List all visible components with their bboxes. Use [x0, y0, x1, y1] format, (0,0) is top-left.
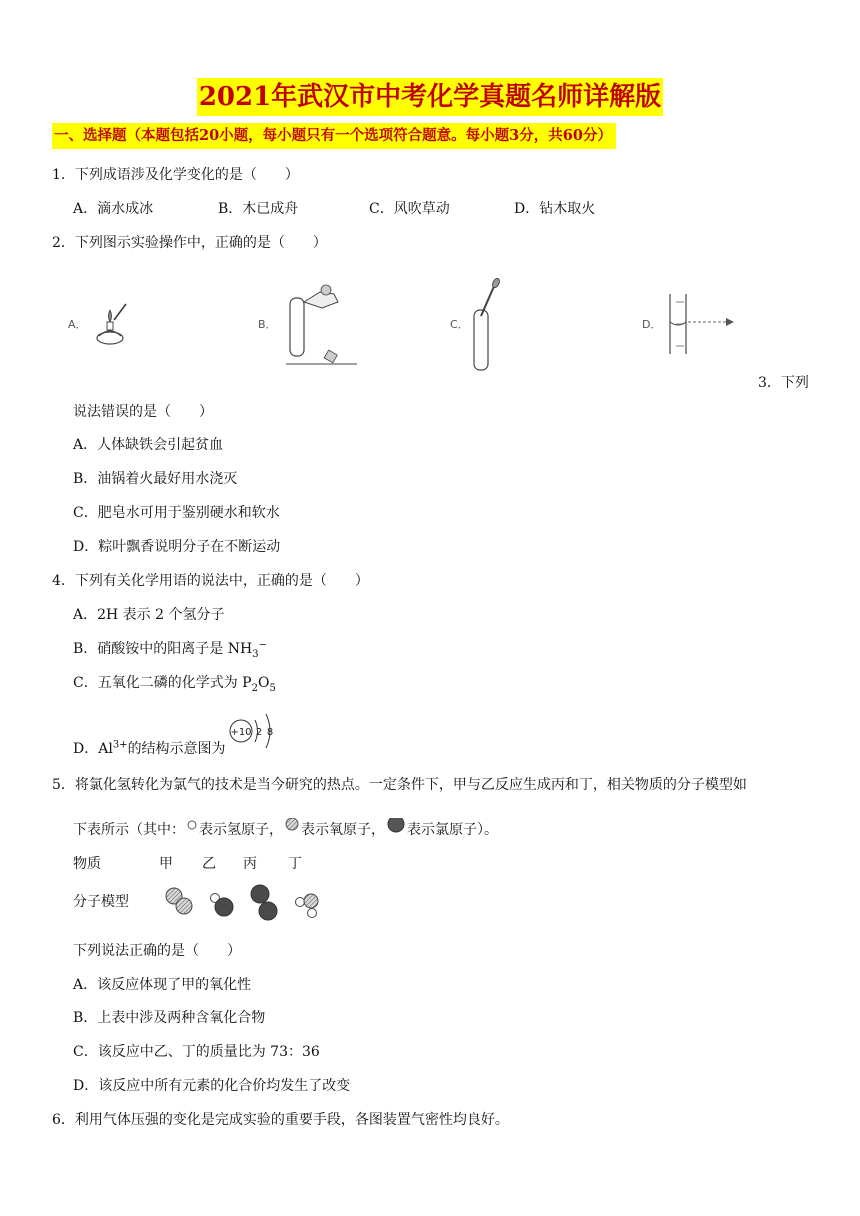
q5-option-b[interactable]: B．上表中涉及两种含氧化合物 [73, 1010, 266, 1026]
q5-legend: 下表所示（其中： 表示氢原子， 表示氧原子， 表示氯原子）。 [73, 818, 498, 839]
q5-ask: 下列说法正确的是（ ） [73, 943, 241, 959]
q6-stem: 6．利用气体压强的变化是完成实验的重要手段，各图装置气密性均良好。 [52, 1112, 509, 1128]
q2-label-c: C． [450, 318, 469, 331]
substance-jia: 甲 [159, 856, 173, 872]
q1-option-c[interactable]: C．风吹草动 [369, 201, 450, 217]
q3-option-a[interactable]: A．人体缺铁会引起贫血 [73, 437, 224, 453]
hydrogen-atom-icon [185, 820, 199, 834]
q1-stem: 1．下列成语涉及化学变化的是（ ） [52, 167, 299, 183]
q4-stem: 4．下列有关化学用语的说法中，正确的是（ ） [52, 573, 369, 589]
q4-option-c[interactable]: C．五氧化二磷的化学式为 $P_2O_5$ [73, 675, 276, 694]
q4-option-d[interactable]: D．$Al^{3+}$的结构示意图为 [73, 739, 226, 757]
q2-label-d: D． [642, 318, 662, 331]
q2-label-b: B． [258, 318, 277, 331]
table-row-substance-label: 物质 [73, 856, 101, 872]
table-row-model-label: 分子模型 [73, 894, 129, 910]
q1-option-d[interactable]: D．钻木取火 [514, 201, 596, 217]
substance-yi: 乙 [202, 856, 216, 872]
molecule-ding-h2o [296, 894, 319, 918]
reading-cylinder-figure[interactable] [662, 292, 742, 358]
oxygen-atom-icon [283, 818, 301, 834]
q3-option-d[interactable]: D．粽叶飘香说明分子在不断运动 [73, 539, 281, 555]
substance-ding: 丁 [288, 856, 302, 872]
q3-number: 3．下列 [758, 375, 809, 391]
shell1-electrons: 2 [255, 727, 263, 738]
q5-option-a[interactable]: A．该反应体现了甲的氧化性 [73, 977, 252, 993]
q2-label-a: A． [68, 318, 87, 331]
q1-option-a[interactable]: A．滴水成冰 [73, 201, 154, 217]
chlorine-atom-icon [385, 818, 407, 834]
pouring-liquid-figure[interactable] [282, 280, 362, 370]
molecule-jia-o2 [166, 888, 192, 914]
q3-option-b[interactable]: B．油锅着火最好用水浇灭 [73, 471, 238, 487]
q5-option-c[interactable]: C．该反应中乙、丁的质量比为 73：36 [73, 1044, 320, 1060]
q1-option-b[interactable]: B．木已成舟 [218, 201, 299, 217]
page-title: 2021年武汉市中考化学真题名师详解版 [0, 78, 860, 116]
section-heading: 一、选择题（本题包括20小题，每小题只有一个选项符合题意。每小题3分，共60分） [52, 123, 616, 149]
atom-structure-diagram [228, 710, 280, 752]
molecule-yi-hcl [211, 894, 234, 917]
substance-bing: 丙 [243, 856, 257, 872]
q4-option-a[interactable]: A．2H 表示 2 个氢分子 [73, 607, 225, 623]
nucleus-charge: +10 [230, 727, 252, 738]
q3-option-c[interactable]: C．肥皂水可用于鉴别硬水和软水 [73, 505, 280, 521]
q2-stem: 2．下列图示实验操作中，正确的是（ ） [52, 235, 327, 251]
shell2-electrons: 8 [266, 727, 274, 738]
q4-option-b[interactable]: B．硝酸铵中的阳离子是 $NH_3^-$ [73, 639, 267, 660]
q5-stem: 5．将氯化氢转化为氯气的技术是当今研究的热点。一定条件下，甲与乙反应生成丙和丁，相关物质的分子模型如 [52, 777, 747, 793]
molecule-bing-cl2 [251, 885, 277, 920]
alcohol-lamp-figure[interactable] [92, 298, 132, 348]
q3-stem: 说法错误的是（ ） [73, 404, 213, 420]
q5-option-d[interactable]: D．该反应中所有元素的化合价均发生了改变 [73, 1078, 351, 1094]
molecule-models [160, 882, 330, 924]
dropper-figure[interactable] [468, 278, 508, 374]
